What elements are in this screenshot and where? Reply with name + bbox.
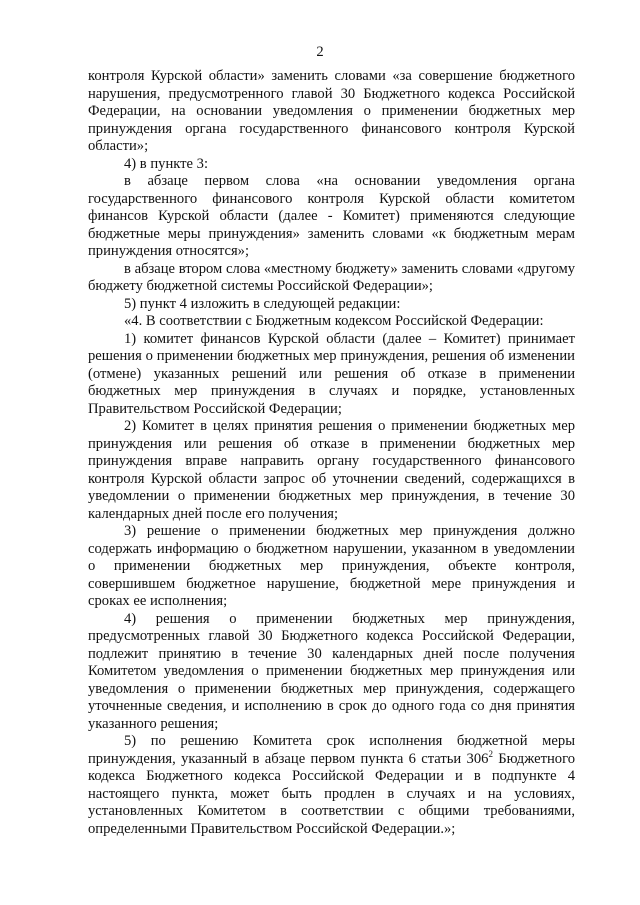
paragraph-7: 1) комитет финансов Курской области (далее – Комитет) принимает решения о применении бюджетных мер принуждения, решения об изменении (отмене) указанных решений или решения об отказе в применении бюджетных мер принуждения в случаях и порядке, установленных Правительством Российской Федерации; bbox=[88, 330, 575, 417]
paragraph-2: 4) в пункте 3: bbox=[124, 155, 209, 172]
paragraph-9: 3) решение о применении бюджетных мер принуждения должно содержать информацию о бюджетном нарушении, указанном в уведомлении о применении бюджетных мер принуждения, объекте контроля, совершившем бюджетное нарушение, бюджетной мере принуждения и сроках ее исполнения; bbox=[88, 523, 575, 609]
paragraph-3: в абзаце первом слова «на основании уведомления органа государственного финансового контроля Курской области комитетом финансов Курской области (далее - Комитет) применяются следующие бюджетные меры принуждения» заменить словами «к бюджетным мерам принуждения относятся»; bbox=[88, 173, 575, 259]
paragraph-11 bbox=[88, 733, 575, 838]
paragraph-6: «4. В соответствии с Бюджетным кодексом Российской Федерации: bbox=[124, 313, 544, 329]
paragraph-1: контроля Курской области» заменить словами «за совершение бюджетного нарушения, предусмотренного главой 30 Бюджетного кодекса Российской Федерации, на основании уведомления о применении бюджетных мер принуждения органа государственного финансового контроля Курской области»; bbox=[88, 68, 575, 154]
paragraph-10: 4) решения о применении бюджетных мер принуждения, предусмотренных главой 30 Бюджетного кодекса Российской Федерации, подлежит принятию в течение 30 календарных дней после получения Комитетом уведомления о применении бюджетных мер принуждения или уведомления о применении бюджетных мер принуждения, содержащего уточненные сведения, и исполнению в срок до одного года со дня принятия указанного решения; bbox=[88, 610, 575, 732]
page-number: 2 bbox=[316, 44, 324, 60]
paragraph-4: в абзаце втором слова «местному бюджету» заменить словами «другому бюджету бюджетной системы Российской Федерации»; bbox=[88, 260, 575, 294]
paragraph-11-text-before: 5) по решению Комитета срок исполнения бюджетной меры принуждения, указанный в абзаце первом пункта 6 статьи 306 bbox=[88, 733, 575, 767]
superscript-2: 2 bbox=[488, 748, 493, 759]
paragraph-8: 2) Комитет в целях принятия решения о применении бюджетных мер принуждения или решения об отказе в применении бюджетных мер принуждения вправе направить органу государственного финансового контроля Курской области запрос об уточнении сведений, содержащихся в уведомлении о применении бюджетных мер принуждения, в течение 30 календарных дней после его получения; bbox=[88, 418, 575, 522]
paragraph-5: 5) пункт 4 изложить в следующей редакции: bbox=[124, 295, 401, 312]
paragraph-11-text-after: Бюджетного кодекса Бюджетного кодекса Российской Федерации и в подпункте 4 настоящего пункта, может быть продлен в случаях и на условиях, установленных Комитетом в соответствии с общими требованиями, определенными Правительством Российской Федерации.»; bbox=[88, 750, 575, 837]
document-body bbox=[88, 68, 575, 838]
